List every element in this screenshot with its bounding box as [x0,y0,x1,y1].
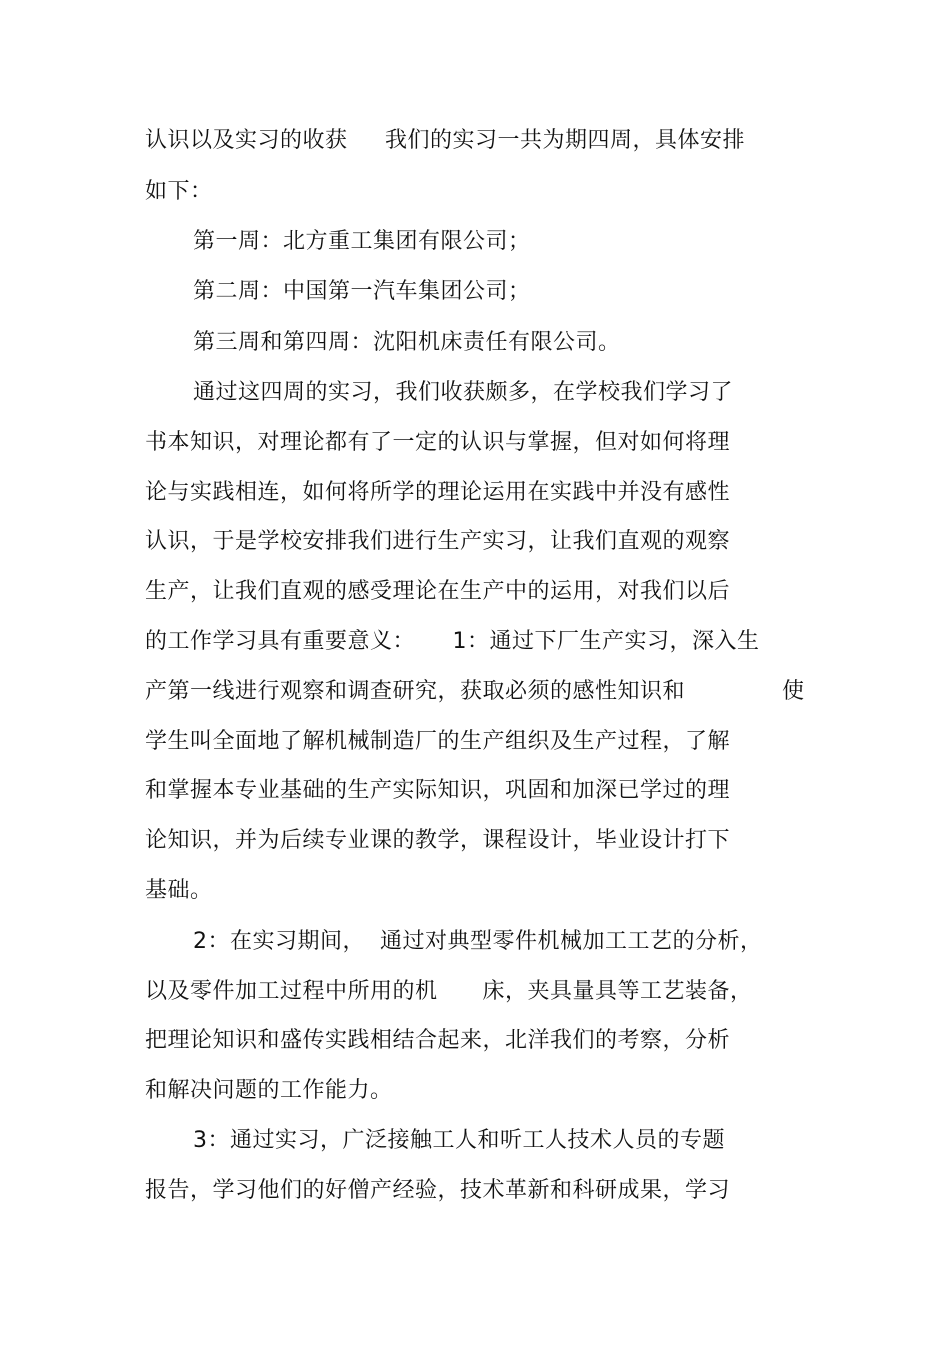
text-line: 生产，让我们直观的感受理论在生产中的运用，对我们以后 [145,579,731,604]
text-line: 论知识，并为后续专业课的教学，课程设计，毕业设计打下 [145,828,731,853]
text-line: 把理论知识和盛传实践相结合起来，北洋我们的考察，分析 [145,1028,731,1053]
text-line: 使 [782,679,805,704]
text-line: 2：在实习期间， 通过对典型零件机械加工工艺的分析， [193,929,763,954]
text-line: 认识以及实习的收获 我们的实习一共为期四周，具体安排 [145,128,745,153]
text-line: 产第一线进行观察和调查研究，获取必须的感性知识和 [145,679,686,704]
text-line: 和掌握本专业基础的生产实际知识，巩固和加深已学过的理 [145,778,731,803]
text-line: 第一周：北方重工集团有限公司； [193,229,531,254]
text-line: 通过这四周的实习，我们收获颇多，在学校我们学习了 [193,380,734,405]
text-line: 书本知识，对理论都有了一定的认识与掌握，但对如何将理 [145,430,731,455]
text-line: 3：通过实习，广泛接触工人和听工人技术人员的专题 [193,1128,725,1153]
text-line: 以及零件加工过程中所用的机 床，夹具量具等工艺装备， [145,979,753,1004]
text-line: 和解决问题的工作能力。 [145,1078,393,1103]
text-line: 基础。 [145,878,213,903]
text-line: 第三周和第四周：沈阳机床责任有限公司。 [193,330,621,355]
text-line: 如下： [145,179,213,204]
text-line: 的工作学习具有重要意义： 1：通过下厂生产实习，深入生 [145,629,760,654]
text-line: 第二周：中国第一汽车集团公司； [193,279,531,304]
text-line: 学生叫全面地了解机械制造厂的生产组织及生产过程，了解 [145,729,731,754]
text-line: 认识，于是学校安排我们进行生产实习，让我们直观的观察 [145,529,731,554]
text-line: 报告，学习他们的好僧产经验，技术革新和科研成果，学习 [145,1178,731,1203]
text-line: 论与实践相连，如何将所学的理论运用在实践中并没有感性 [145,480,731,505]
